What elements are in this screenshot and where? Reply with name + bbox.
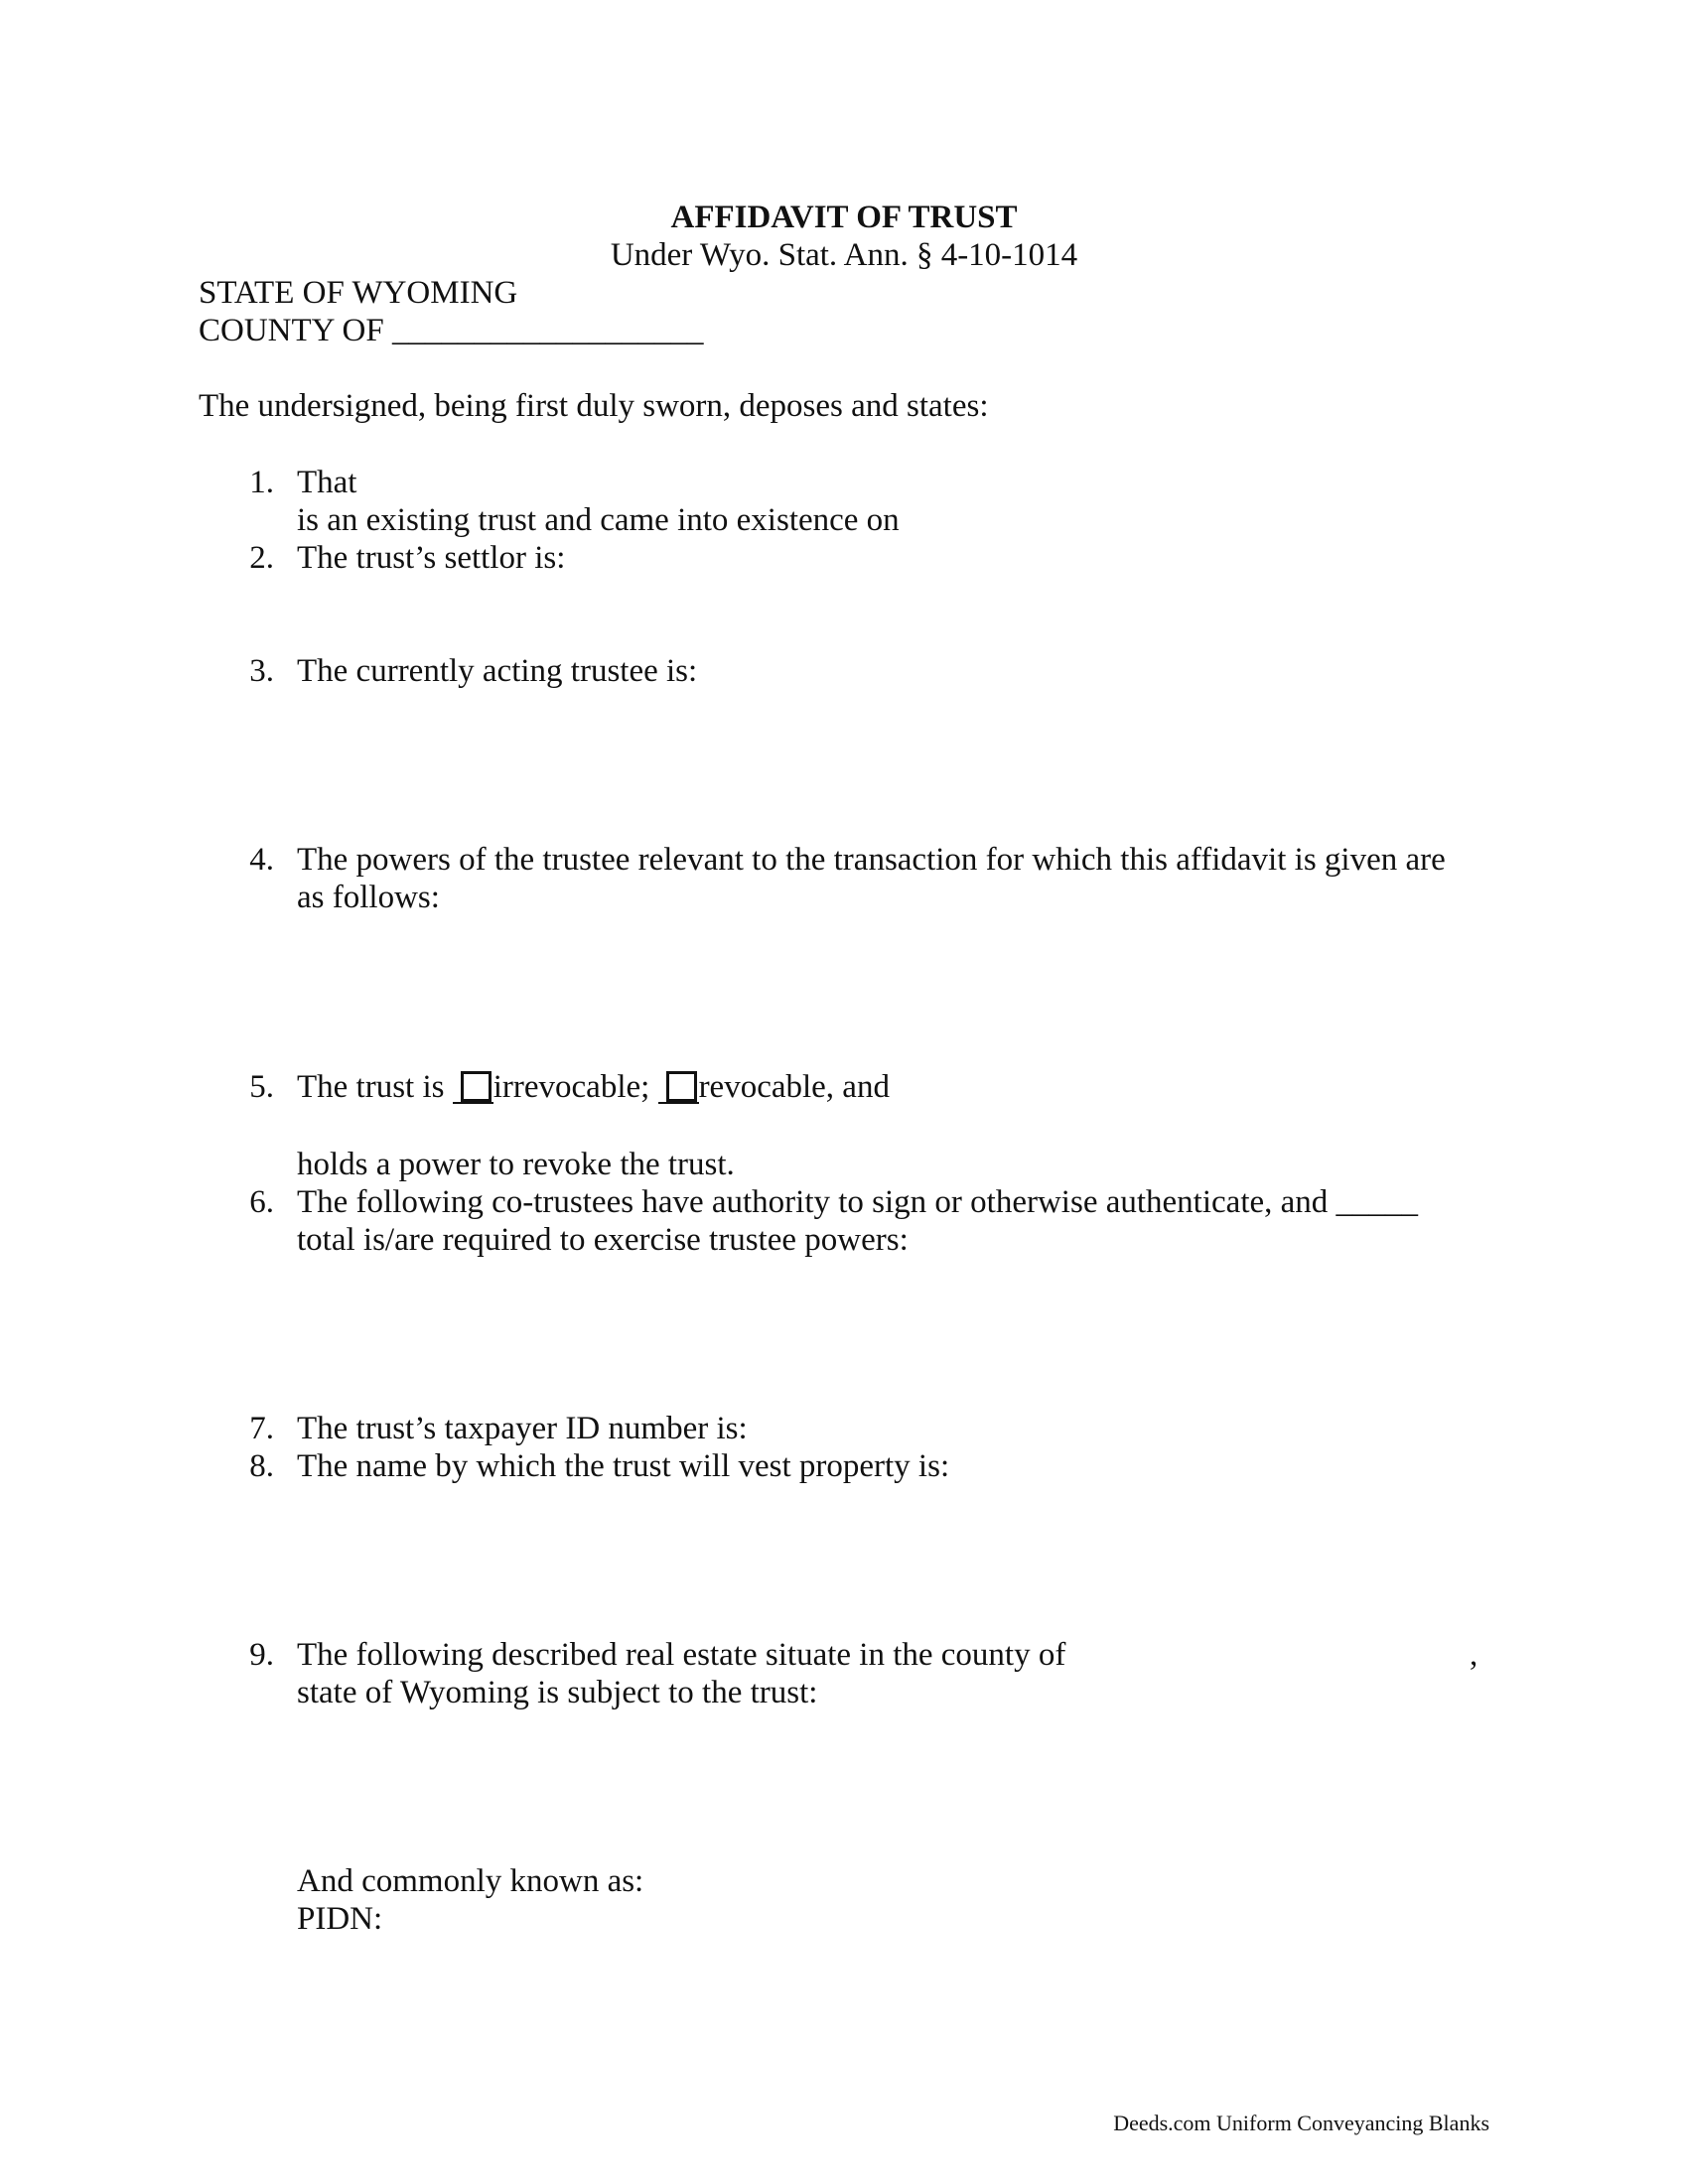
revocable-checkbox[interactable]	[666, 1071, 697, 1102]
item-3-text: The currently acting trustee is:	[297, 653, 698, 689]
item-4-number: 4.	[249, 842, 274, 878]
item-5-text-continued: holds a power to revoke the trust.	[297, 1147, 735, 1182]
document-subtitle: Under Wyo. Stat. Ann. § 4-10-1014	[610, 237, 1078, 273]
item-5-number: 5.	[249, 1069, 274, 1105]
intro-statement: The undersigned, being first duly sworn, deposes and states:	[199, 388, 989, 424]
item-3-number: 3.	[249, 653, 274, 689]
item-8-text: The name by which the trust will vest property is:	[297, 1448, 950, 1484]
item-6-text-continued: total is/are required to exercise trustee powers:	[297, 1222, 909, 1258]
item-6-text: The following co-trustees have authority to sign or otherwise authenticate, and _____	[297, 1184, 1419, 1220]
item-9-comma: ,	[1470, 1637, 1478, 1673]
item-1-text: That	[297, 465, 357, 500]
revocable-option[interactable]	[658, 1071, 699, 1104]
item-4-text: The powers of the trustee relevant to the transaction for which this affidavit is given are	[297, 842, 1446, 878]
item-5-prefix: The trust is	[297, 1069, 445, 1105]
item-9-text-continued: state of Wyoming is subject to the trust:	[297, 1675, 818, 1710]
item-9-text: The following described real estate situate in the county of	[297, 1637, 1066, 1673]
commonly-known-as-label: And commonly known as:	[297, 1863, 644, 1899]
item-1-text-continued: is an existing trust and came into existence on	[297, 502, 900, 538]
venue-county: COUNTY OF ___________________	[199, 313, 704, 348]
item-2-number: 2.	[249, 540, 274, 576]
document-title: AFFIDAVIT OF TRUST	[670, 200, 1018, 235]
venue-state: STATE OF WYOMING	[199, 275, 518, 311]
item-9-number: 9.	[249, 1637, 274, 1673]
item-7-number: 7.	[249, 1411, 274, 1446]
item-7-text: The trust’s taxpayer ID number is:	[297, 1411, 748, 1446]
item-8-number: 8.	[249, 1448, 274, 1484]
irrevocable-checkbox[interactable]	[461, 1071, 492, 1102]
pidn-label: PIDN:	[297, 1901, 383, 1937]
item-5-line	[297, 1068, 890, 1106]
footer-text: Deeds.com Uniform Conveyancing Blanks	[1113, 2111, 1489, 2135]
item-6-number: 6.	[249, 1184, 274, 1220]
item-4-text-continued: as follows:	[297, 880, 440, 915]
item-2-text: The trust’s settlor is:	[297, 540, 566, 576]
revocable-label: revocable, and	[698, 1069, 890, 1105]
irrevocable-option[interactable]	[453, 1071, 493, 1104]
item-1-number: 1.	[249, 465, 274, 500]
irrevocable-label: irrevocable;	[492, 1069, 650, 1105]
